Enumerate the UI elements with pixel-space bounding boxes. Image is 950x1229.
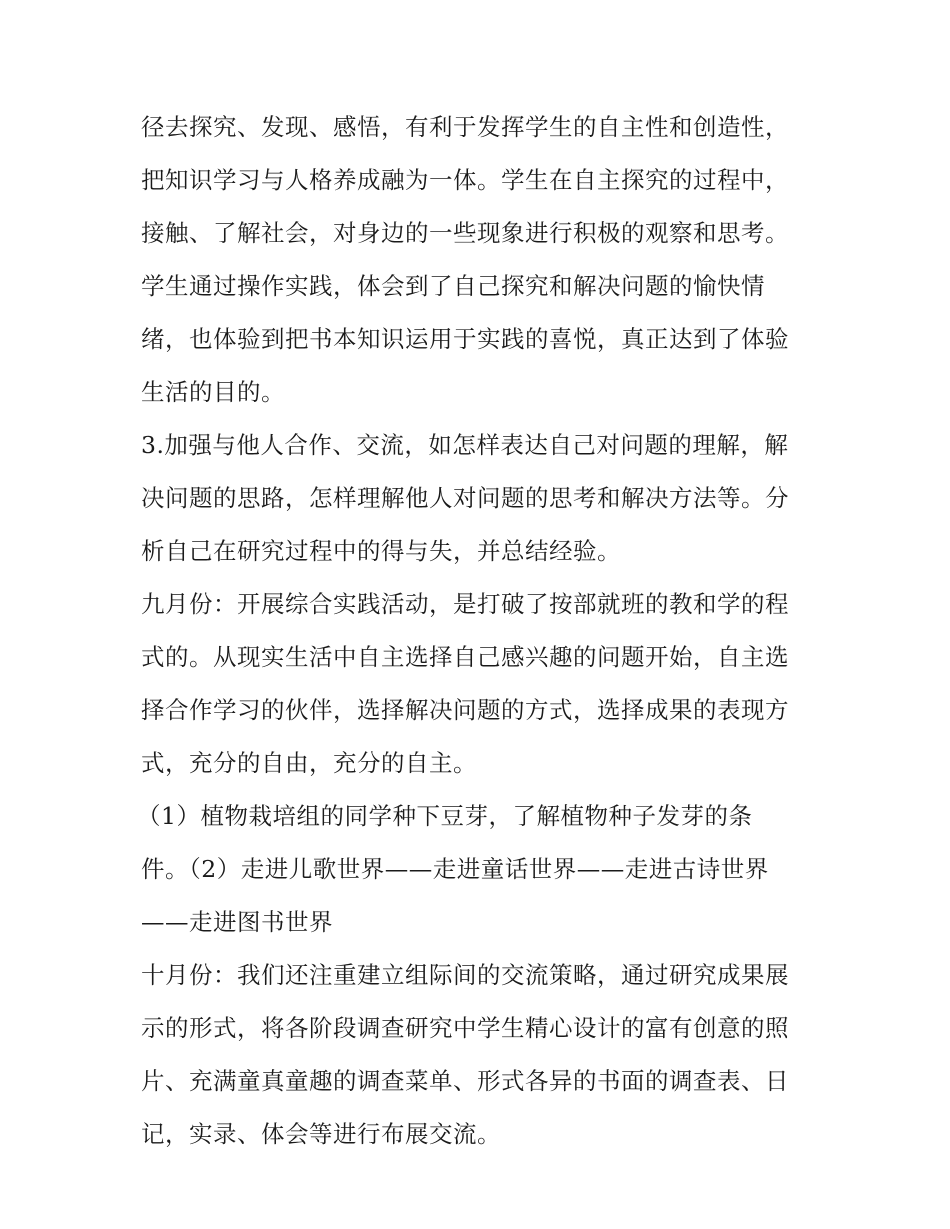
text-line: 式，充分的自由，充分的自主。 xyxy=(141,749,477,777)
text-line: ——走进图书世界 xyxy=(141,908,333,936)
text-line: 择合作学习的伙伴，选择解决问题的方式，选择成果的表现方 xyxy=(141,696,789,724)
text-line: 决问题的思路，怎样理解他人对问题的思考和解决方法等。分 xyxy=(141,484,789,512)
text-line: 记，实录、体会等进行布展交流。 xyxy=(141,1120,501,1148)
text-line: 片、充满童真童趣的调查菜单、形式各异的书面的调查表、日 xyxy=(141,1067,789,1095)
text-line: 式的。从现实生活中自主选择自己感兴趣的问题开始，自主选 xyxy=(141,643,789,671)
text-line: 析自己在研究过程中的得与失，并总结经验。 xyxy=(141,537,621,565)
numbered-paragraph-line: 3.加强与他人合作、交流，如怎样表达自己对问题的理解，解 xyxy=(141,431,789,459)
text-line: 生活的目的。 xyxy=(141,378,285,406)
text-line: 示的形式，将各阶段调查研究中学生精心设计的富有创意的照 xyxy=(141,1014,789,1042)
list-item-line: 件。（2）走进儿歌世界——走进童话世界——走进古诗世界 xyxy=(141,855,769,883)
body-text xyxy=(137,101,821,1161)
october-paragraph-line: 十月份：我们还注重建立组际间的交流策略，通过研究成果展 xyxy=(141,961,789,989)
text-line: 径去探究、发现、感悟，有利于发挥学生的自主性和创造性， xyxy=(141,113,789,141)
text-line: 接触、了解社会，对身边的一些现象进行积极的观察和思考。 xyxy=(141,219,789,247)
text-line: 绪，也体验到把书本知识运用于实践的喜悦，真正达到了体验 xyxy=(141,325,789,353)
text-line: 学生通过操作实践，体会到了自己探究和解决问题的愉快情 xyxy=(141,272,765,300)
list-item-line: （1）植物栽培组的同学种下豆芽，了解植物种子发芽的条 xyxy=(137,802,753,830)
text-line: 把知识学习与人格养成融为一体。学生在自主探究的过程中， xyxy=(141,166,789,194)
september-paragraph-line: 九月份：开展综合实践活动，是打破了按部就班的教和学的程 xyxy=(141,590,789,618)
